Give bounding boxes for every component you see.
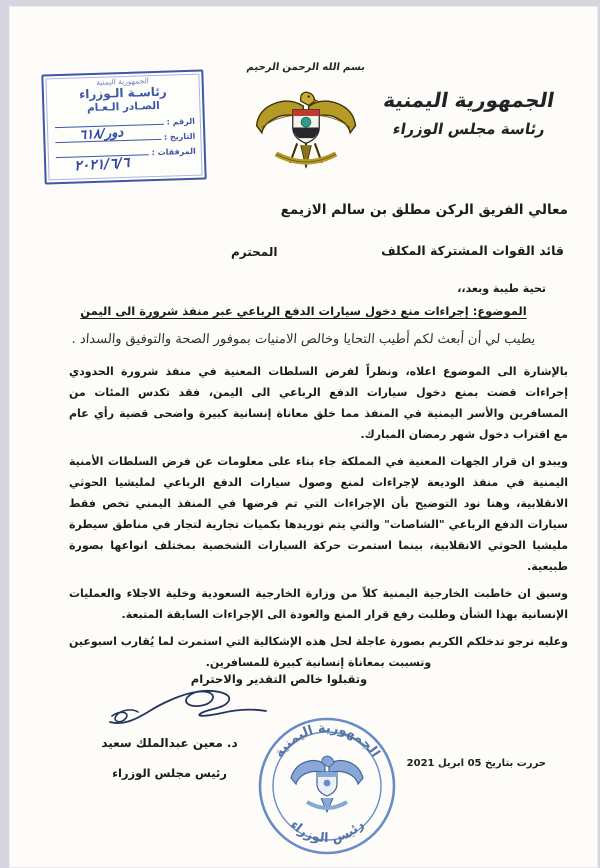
paragraph-3: وسبق ان خاطبت الخارجية اليمنية كلاً من وزارة الخارجية السعودية وخلية الاجلاء والعمليات الإنسانية بهذا الشأن وطلبت رفع قرار المنع والعودة الى الإجراءات السابقة المتبعة. <box>69 587 568 621</box>
yemen-eagle-emblem-icon <box>253 88 359 174</box>
paragraph-4: وعليه نرجو تدخلكم الكريم بصورة عاجلة لحل هذه الإشكالية التي استمرت لما يُقارب اسبوعين وتسببت بمعاناة إنسانية كبيرة للمسافرين. <box>69 635 568 669</box>
salutation-line: يطيب لي أن أبعث لكم أطيب التحايا وخالص الامنيات بموفور الصحة والتوفيق والسداد . <box>71 332 536 347</box>
signatory-title: رئيس مجلس الوزراء <box>112 766 227 780</box>
scanned-letter-page <box>9 6 598 868</box>
addressee-honorific: المحترم <box>231 245 278 259</box>
round-stamp-bottom-text: رئيس الوزراء <box>286 817 368 847</box>
stamp-date-label: التاريخ : <box>163 131 196 142</box>
signature-scribble <box>104 682 274 734</box>
stamp-script-line: الجمهورية اليمنية <box>95 76 150 87</box>
letterhead-titles <box>364 88 574 138</box>
closing-line: وتقبلوا خالص التقدير والاحترام <box>190 672 368 686</box>
letter-body <box>69 361 568 679</box>
addressee-name: معالي الفريق الركن مطلق بن سالم الازيمع <box>280 202 568 218</box>
stamp-attachments-label: المرفقات : <box>151 146 196 158</box>
round-stamp-top-text: الجمهورية اليمنية <box>271 720 383 761</box>
signatory-name: د. معين عبدالملك سعيد <box>101 736 238 750</box>
subject-line: الموضوع: إجراءات منع دخول سيارات الدفع الرباعي عبر منفذ شرورة الى اليمن <box>80 304 527 318</box>
stamp-office-title: رئاسـة الـوزراء <box>78 84 167 102</box>
republic-title: الجمهورية اليمنية <box>381 88 557 112</box>
paragraph-2: ويبدو ان قرار الجهات المعنية في المملكة جاء بناء على معلومات عن فرض السلطات الأمنية اليمنية في منفذ الوديعة لإجراءات لمنع وصول سيارات الدفع الرباعي لمليشيا الحوثي الانقلابية، وهنا نود التوضيح بأن الإجراءات التي تم فرضها في المنفذ اليمني تخص فقط سيارات الدفع الرباعي "الشاصات" والتي يتم توريدها بكميات تجارية لتجار في مناطق سيطرة مليشيا الحوثي الانقلابية، بينما استمرت حركة السيارات الشخصية بمختلف انواعها بصورة طبيعية. <box>69 455 568 573</box>
greeting-line: تحية طيبة وبعد،، <box>457 282 546 295</box>
addressee-title: قائد القوات المشتركة المكلف <box>381 243 564 258</box>
stamp-outgoing-label: الصـادر الـعـام <box>86 99 160 115</box>
round-stamp-eagle-icon <box>291 756 363 812</box>
handwritten-date: ٢٠٢١/٦/٦ <box>73 154 130 175</box>
handwritten-ref-number: دور/٦١٨ <box>78 125 124 144</box>
written-date-note: حررت بتاريخ 05 ابريل 2021 <box>406 758 546 769</box>
svg-text:الجمهورية اليمنية <box>272 721 383 761</box>
pm-office-title: رئاسة مجلس الوزراء <box>391 120 547 138</box>
registry-stamp-box <box>41 69 206 184</box>
official-round-stamp <box>255 714 399 858</box>
svg-text:رئيس الوزراء <box>287 817 367 846</box>
stamp-number-label: الرقم : <box>166 116 195 127</box>
basmala-text: بسم الله الرحمن الرحيم <box>245 62 366 73</box>
paragraph-1: بالإشارة الى الموضوع اعلاه، ونظراً لفرض السلطات المعنية في منفذ شرورة الحدودي إجراءات قضت بمنع دخول سيارات الدفع الرباعي الى اليمن، فقد تكدس المئات من المسافرين والأسر اليمنية في المنفذ مما خلق معاناة إنسانية كبيرة واضحى قضية رأي عام مع اقتراب دخول شهر رمضان المبارك. <box>69 365 568 441</box>
